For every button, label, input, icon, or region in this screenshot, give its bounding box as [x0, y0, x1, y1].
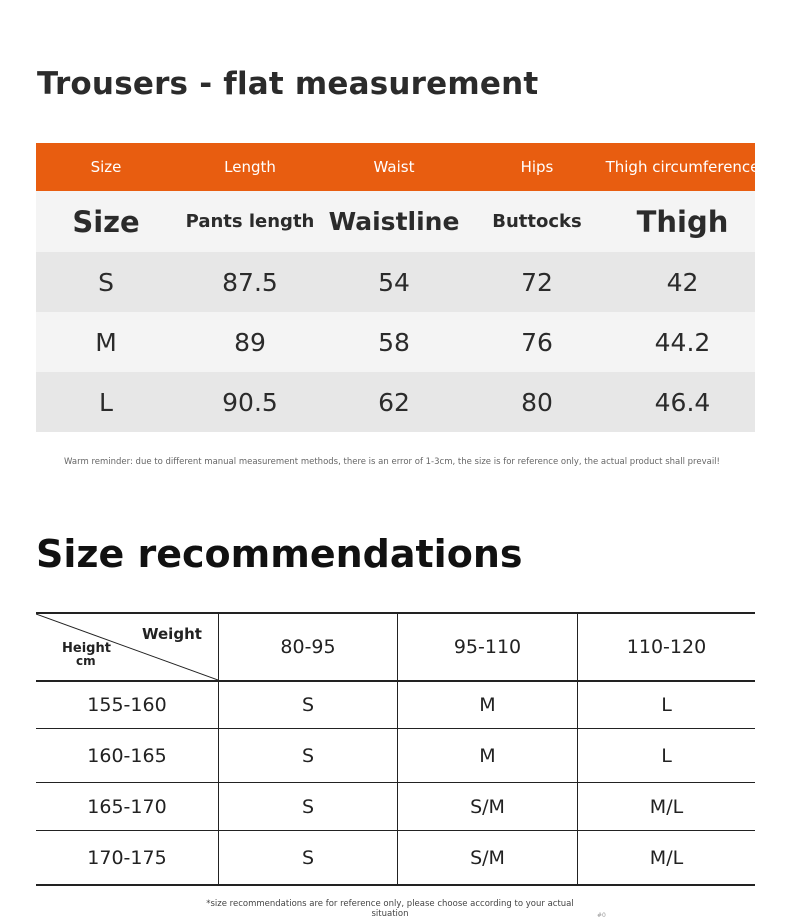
measurement-subheader-row	[36, 191, 755, 252]
size-cell: M/L	[577, 831, 755, 884]
table-row	[36, 312, 755, 372]
subheader-thigh: Thigh	[636, 204, 729, 239]
header-size: Size	[90, 158, 122, 176]
height-cell: 155-160	[87, 694, 167, 716]
waist-cell: 58	[378, 327, 410, 357]
height-unit-label: cm	[76, 654, 96, 668]
size-cell: M	[397, 729, 577, 782]
size-cell: L	[577, 729, 755, 782]
measurement-note: Warm reminder: due to different manual measurement methods, there is an error of 1-3cm, the size is for reference only, the actual product shall prevail!	[64, 457, 720, 467]
thigh-cell: 46.4	[654, 387, 711, 417]
subheader-size: Size	[72, 204, 140, 239]
table-row	[36, 680, 755, 728]
header-waist: Waist	[373, 158, 415, 176]
hips-cell: 72	[521, 267, 553, 297]
measurement-table	[36, 143, 760, 432]
table-row	[36, 372, 755, 432]
subheader-waistline: Waistline	[328, 207, 460, 236]
size-cell: L	[99, 387, 113, 417]
length-cell: 89	[234, 327, 266, 357]
length-cell: 87.5	[222, 267, 278, 297]
weight-column-header: 110-120	[577, 614, 755, 680]
header-length: Length	[224, 158, 276, 176]
measurement-title: Trousers - flat measurement	[37, 66, 539, 102]
size-cell: S	[218, 729, 397, 782]
size-cell: M/L	[577, 783, 755, 830]
size-cell: M	[397, 682, 577, 728]
weight-label: Weight	[142, 625, 202, 643]
weight-column-header: 80-95	[218, 614, 397, 680]
size-cell: S	[98, 267, 114, 297]
size-cell: M	[95, 327, 117, 357]
size-cell: S	[218, 831, 397, 884]
recommendation-table	[36, 612, 755, 886]
weight-column-header: 95-110	[397, 614, 577, 680]
waist-cell: 62	[378, 387, 410, 417]
table-row	[36, 728, 755, 782]
header-thigh: Thigh circumference	[605, 158, 760, 176]
measurement-header-row	[36, 143, 760, 191]
recommendation-header-row	[36, 614, 755, 680]
size-cell: S/M	[397, 783, 577, 830]
size-cell: S	[218, 682, 397, 728]
size-cell: S	[218, 783, 397, 830]
subheader-pants-length: Pants length	[185, 211, 315, 232]
height-cell: 165-170	[87, 795, 167, 818]
recommendation-note	[190, 899, 590, 919]
hips-cell: 76	[521, 327, 553, 357]
height-label: Height	[62, 641, 111, 656]
corner-mark: #0	[597, 912, 606, 919]
height-cell: 160-165	[87, 744, 167, 767]
header-hips: Hips	[520, 158, 554, 176]
table-row	[36, 252, 755, 312]
thigh-cell: 42	[666, 267, 699, 297]
hips-cell: 80	[521, 387, 553, 417]
size-cell: S/M	[397, 831, 577, 884]
waist-cell: 54	[378, 267, 410, 297]
recommendation-title: Size recommendations	[36, 532, 523, 576]
table-row	[36, 782, 755, 830]
recommendation-note-line: situation	[371, 909, 409, 919]
height-cell: 170-175	[87, 846, 167, 869]
table-row	[36, 830, 755, 884]
corner-cell	[36, 614, 218, 680]
length-cell: 90.5	[222, 387, 278, 417]
subheader-buttocks: Buttocks	[492, 211, 582, 232]
size-cell: L	[577, 682, 755, 728]
thigh-cell: 44.2	[654, 327, 711, 357]
recommendation-note-line: *size recommendations are for reference only, please choose according to your actual	[206, 899, 574, 909]
